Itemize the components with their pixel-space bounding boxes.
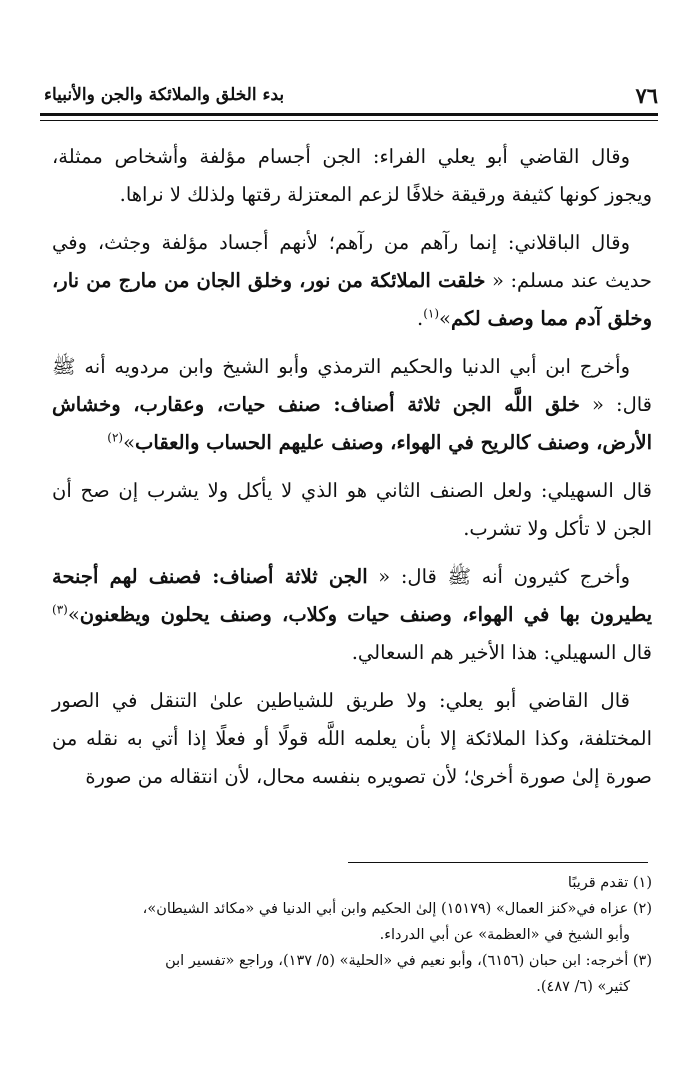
paragraph-text: قال السهيلي: هذا الأخير هم السعالي.	[351, 641, 652, 664]
paragraph-text: وأخرج ابن أبي الدنيا والحكيم الترمذي وأبو الشيخ وابن مردويه أنه ﷺ قال: «	[52, 355, 652, 416]
paragraph-text: قال السهيلي: ولعل الصنف الثاني هو الذي لا يأكل ولا يشرب إن صح أن الجن لا تأكل ولا تشرب.	[52, 479, 652, 540]
footnote-text: كثير» (٦/ ٤٨٧).	[536, 979, 630, 995]
paragraph-text: وأخرج كثيرون أنه ﷺ قال: «	[367, 565, 631, 588]
footnote-text: (١) تقدم قريبًا	[567, 875, 652, 891]
footnotes	[52, 870, 652, 1000]
hadith-text: خلق اللَّه الجن ثلاثة أصناف: صنف حيات، وعقارب، وخشاش الأرض، وصنف كالريح في الهواء، وصنف عليهم الحساب والعقاب	[52, 393, 652, 454]
footnote-separator	[348, 862, 648, 863]
footnote-3-continuation	[52, 974, 652, 1000]
page-header	[44, 78, 658, 112]
paragraph-baqillani	[52, 224, 652, 338]
paragraph-text: وقال القاضي أبو يعلي الفراء: الجن أجسام مؤلفة وأشخاص ممثلة، ويجوز كونها كثيفة ورقيقة خلافًا لزعم المعتزلة رقتها ولذلك لا نراها.	[52, 145, 652, 206]
paragraph-three-kinds-2	[52, 558, 652, 672]
page-number: ٧٦	[635, 82, 658, 108]
footnote-1	[52, 870, 652, 896]
footnote-text: وأبو الشيخ في «العظمة» عن أبي الدرداء.	[379, 927, 630, 943]
quote-close: »	[439, 307, 451, 330]
running-title: بدء الخلق والملائكة والجن والأنبياء	[44, 85, 285, 105]
header-rule-thin	[40, 120, 658, 121]
paragraph-text: وقال الباقلاني: إنما رآهم من رآهم؛ لأنهم أجساد مؤلفة وجثث، وفي حديث عند مسلم: «	[52, 231, 652, 292]
paragraph-abu-yala-2	[52, 682, 652, 796]
quote-close: »	[123, 431, 136, 454]
footnote-2	[52, 896, 652, 922]
paragraph-suhayli-1	[52, 472, 652, 548]
header-rule-thick	[40, 113, 658, 116]
footnote-ref: (٣)	[52, 602, 68, 617]
hadith-text: الجن ثلاثة أصناف: فصنف لهم أجنحة يطيرون بها في الهواء، وصنف حيات وكلاب، وصنف يحلون ويظعنون	[52, 565, 652, 626]
paragraph-text: .	[417, 307, 424, 330]
footnote-text: (٢) عزاه في«كنز العمال» (١٥١٧٩) إلىٰ الحكيم وابن أبي الدنيا في «مكائد الشيطان»،	[142, 901, 652, 917]
footnote-ref: (١)	[423, 306, 440, 321]
quote-close: »	[67, 603, 80, 626]
hadith-text: خلقت الملائكة من نور، وخلق الجان من مارج من نار، وخلق آدم مما وصف لكم	[52, 269, 652, 330]
paragraph-abu-yala	[52, 138, 652, 214]
footnote-text: (٣) أخرجه: ابن حبان (٦١٥٦)، وأبو نعيم في «الحلية» (٥/ ١٣٧)، وراجع «تفسير ابن	[165, 953, 652, 969]
footnote-3	[52, 948, 652, 974]
paragraph-text: قال القاضي أبو يعلي: ولا طريق للشياطين علىٰ التنقل في الصور المختلفة، وكذا الملائكة إلا بأن يعلمه اللَّه قولًا أو فعلًا إذا أتي به نقله من صورة إلىٰ صورة أخرىٰ؛ لأن تصويره بنفسه محال، لأن انتقاله من صورة	[52, 689, 652, 788]
main-text	[52, 138, 652, 806]
paragraph-three-kinds-1	[52, 348, 652, 462]
footnote-2-continuation	[52, 922, 652, 948]
footnote-ref: (٢)	[107, 430, 124, 445]
